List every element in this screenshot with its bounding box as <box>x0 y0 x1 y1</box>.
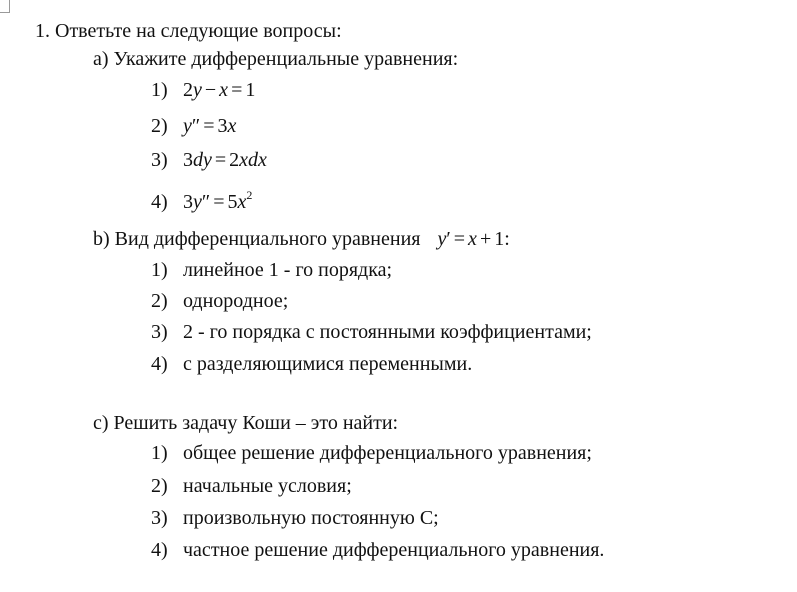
section-a-item-2 <box>151 114 236 138</box>
section-b-formula: y′ = x + 1 <box>437 228 505 250</box>
section-a-item-4 <box>151 190 252 214</box>
item-text: начальные условия; <box>183 475 352 497</box>
item-number: 4) <box>151 353 168 375</box>
section-b-item-2 <box>151 289 288 313</box>
item-number: 2) <box>151 115 168 137</box>
section-b-item-1 <box>151 258 392 282</box>
section-b-heading-text: b) Вид дифференциального уравнения <box>93 228 421 250</box>
item-text: частное решение дифференциального уравнения. <box>183 539 605 561</box>
item-text: общее решение дифференциального уравнения; <box>183 442 592 464</box>
item-number: 4) <box>151 191 168 213</box>
section-b-item-3 <box>151 320 592 344</box>
item-text: линейное 1 - го порядка; <box>183 259 393 281</box>
item-text: 2 - го порядка с постоянными коэффициентами; <box>183 321 592 343</box>
item-number: 1) <box>151 442 168 464</box>
item-text: с разделяющимися переменными. <box>183 353 473 375</box>
formula: y″ = 3x <box>183 115 237 137</box>
section-b-heading-suffix: : <box>504 228 510 250</box>
section-b-item-4 <box>151 352 472 376</box>
item-number: 2) <box>151 475 168 497</box>
item-number: 4) <box>151 539 168 561</box>
formula: $3y'' = 5x^2$ <box>183 188 253 213</box>
section-a-heading: a) Укажите дифференциальные уравнения: <box>93 48 459 70</box>
section-c-item-4 <box>151 538 604 562</box>
item-number: 1) <box>151 259 168 281</box>
item-number: 3) <box>151 321 168 343</box>
section-c-heading: c) Решить задачу Коши – это найти: <box>93 412 399 434</box>
item-text: однородное; <box>183 290 289 312</box>
section-c-item-3 <box>151 506 439 530</box>
section-c-item-1 <box>151 441 592 465</box>
section-c-item-2 <box>151 474 352 498</box>
page-corner-mark <box>0 0 10 13</box>
item-number: 3) <box>151 149 168 171</box>
item-number: 2) <box>151 290 168 312</box>
question-title: 1. Ответьте на следующие вопросы: <box>35 20 342 42</box>
formula: 3dy = 2xdx <box>183 149 267 171</box>
item-text: произвольную постоянную С; <box>183 507 439 529</box>
section-a-item-1 <box>151 78 255 102</box>
item-number: 3) <box>151 507 168 529</box>
formula: 2y − x = 1 <box>183 79 256 101</box>
item-number: 1) <box>151 79 168 101</box>
section-a-item-3 <box>151 148 267 172</box>
section-b-heading <box>93 227 510 251</box>
